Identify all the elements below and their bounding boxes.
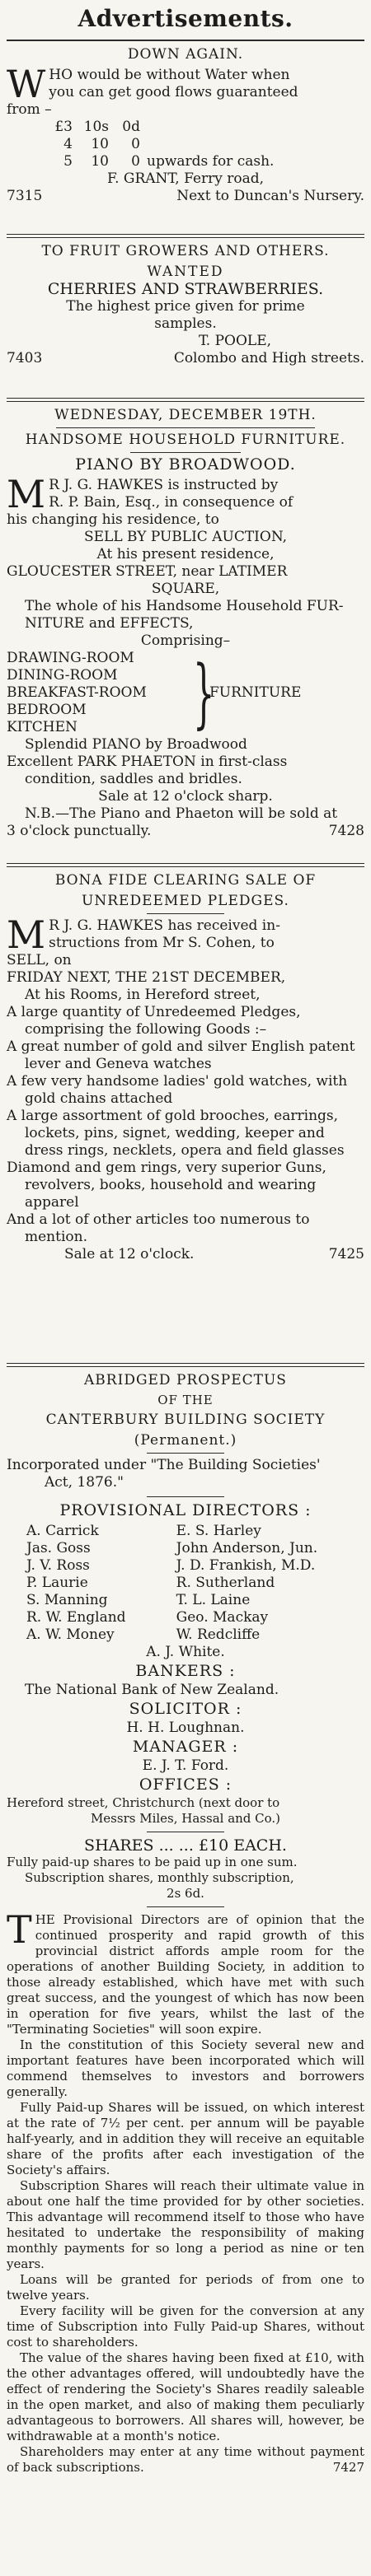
section-title: MANAGER : [132, 1738, 239, 1756]
price-list [7, 119, 364, 170]
divider [7, 40, 364, 41]
text-line: Excellent PARK PHAETON in first-class [7, 754, 288, 770]
director-name: E. S. Harley [176, 1523, 261, 1539]
lot-item: And a lot of other articles too numerous to mention. [7, 1211, 310, 1245]
text-line: The whole of his Handsome Household FUR- [25, 598, 344, 614]
wanted-label: WANTED [147, 264, 224, 280]
divider [147, 1496, 224, 1497]
paragraph: Every facility will be given for the conversion at any time of Subscription into Fully Paid-up Shares, without cost to shareholders. [7, 2303, 364, 2350]
ad-reference: 7427 [332, 2460, 364, 2475]
text-line: samples. [154, 315, 217, 332]
masthead-title: Advertisements. [77, 5, 294, 32]
director-name: A. W. Money [26, 1626, 115, 1643]
ad-down-again [7, 46, 364, 229]
director-name: J. D. Frankish, M.D. [176, 1557, 316, 1574]
director-name: T. L. Laine [176, 1592, 251, 1608]
room-item: BREAKFAST-ROOM [7, 684, 147, 701]
ad-fruit-growers [7, 243, 364, 393]
divider [147, 1906, 224, 1907]
sale-time: Sale at 12 o'clock sharp. [98, 788, 273, 805]
director-name: J. V. Ross [26, 1557, 90, 1574]
sale-time: Sale at 12 o'clock. [64, 1246, 195, 1262]
text-line: HO would be without Water when [49, 67, 290, 83]
divider [147, 1453, 224, 1454]
ad-unredeemed-pledges [7, 872, 364, 1358]
director-name: S. Manning [26, 1592, 108, 1608]
text-line: Act, 1876." [45, 1474, 124, 1491]
sale-date: WEDNESDAY, DECEMBER 19TH. [54, 407, 317, 423]
price-row: 5 10 0 upwards for cash. [63, 153, 275, 170]
price-row: £3 10s 0d [54, 119, 140, 135]
text-line: you can get good flows guaranteed [49, 84, 298, 100]
prospectus-title: ABRIDGED PROSPECTUS [84, 1372, 287, 1388]
price-row: 4 10 0 [63, 136, 140, 152]
director-name: A. Carrick [26, 1523, 99, 1539]
lot-item: A large quantity of Unredeemed Pledges, comprising the following Goods :– [7, 1004, 301, 1038]
lot-item: A large assortment of gold brooches, earrings, lockets, pins, signet, wedding, keeper and dress rings, necklets, opera and field glasses [7, 1108, 345, 1159]
ad-reference: 7428 [328, 823, 364, 839]
lot-item: Diamond and gem rings, very superior Guns, revolvers, books, household and wearing apparel [7, 1160, 326, 1211]
text-line: Incorporated under "The Building Societies' [7, 1457, 321, 1473]
solicitor-name: H. H. Loughnan. [126, 1720, 245, 1736]
text-line: Comprising– [140, 632, 231, 649]
ad-subheading: PIANO BY BROADWOOD. [75, 455, 296, 474]
advertiser-name: F. GRANT, Ferry road, [106, 170, 265, 187]
text-line: R. P. Bain, Esq., in consequence of [49, 494, 294, 511]
auction-line: SELL BY PUBLIC AUCTION, [83, 529, 288, 545]
advertiser-address: Next to Duncan's Nursery. [176, 188, 364, 204]
director-name: John Anderson, Jun. [176, 1540, 318, 1556]
rooms-group [7, 650, 364, 736]
brace-icon: } [193, 648, 215, 737]
director-name: R. Sutherland [176, 1575, 275, 1591]
directors-list [7, 1523, 364, 1644]
text-line: NITURE and EFFECTS, [25, 615, 194, 632]
drop-cap: M [7, 912, 46, 957]
street-line: SQUARE, [151, 581, 220, 597]
paragraph: Shareholders may enter at any time without payment of back subscriptions. 7427 [7, 2444, 364, 2475]
director-name: R. W. England [26, 1609, 126, 1626]
ad-heading: BONA FIDE CLEARING SALE OF [54, 872, 317, 889]
ad-heading: DOWN AGAIN. [127, 46, 244, 63]
divider [7, 234, 364, 238]
text-line: Subscription shares, monthly subscription, [25, 1870, 294, 1885]
ad-reference: 7315 [7, 188, 43, 204]
ad-reference: 7425 [328, 1246, 364, 1262]
prospectus-of: OF THE [157, 1393, 214, 1407]
section-title: SOLICITOR : [129, 1700, 242, 1718]
divider [7, 1363, 364, 1367]
director-name: Geo. Mackay [176, 1609, 269, 1626]
office-address: Messrs Miles, Hassal and Co.) [90, 1811, 281, 1826]
advertiser-address: Colombo and High streets. [173, 350, 364, 366]
text-line: 2s 6d. [167, 1886, 204, 1901]
ad-heading: TO FRUIT GROWERS AND OTHERS. [41, 243, 330, 259]
street-line: GLOUCESTER STREET, near LATIMER [7, 563, 288, 580]
divider [147, 913, 224, 914]
drop-cap: W [7, 62, 46, 106]
drop-cap: T [7, 1907, 32, 1952]
text-line: Splendid PIANO by Broadwood [25, 736, 247, 753]
drop-cap: M [7, 472, 46, 516]
text-line: R J. G. HAWKES is instructed by [49, 477, 279, 493]
room-item: BEDROOM [7, 702, 87, 718]
text-line: At his Rooms, in Hereford street, [25, 987, 261, 1003]
room-item: KITCHEN [7, 719, 77, 735]
ad-heading: HANDSOME HOUSEHOLD FURNITURE. [25, 432, 346, 448]
divider [56, 427, 315, 428]
manager-name: E. J. T. Ford. [142, 1757, 229, 1774]
lot-item: A great number of gold and silver English patent lever and Geneva watches [7, 1038, 355, 1072]
paragraph: THE Provisional Directors are of opinion that the continued prosperity and rapid growth of this provincial district affords ample room for the operations of another Building Society, in addition to those already established, which have met with such great success, and the youngest of which has now been in operation for five years, whilst the last of the "Terminating Societies" will soon expire. [7, 1907, 364, 2037]
text-line: The highest price given for prime [66, 298, 305, 315]
society-type: (Permanent.) [134, 1432, 237, 1449]
text-line: N.B.—The Piano and Phaeton will be sold at [25, 805, 338, 822]
paragraph: Fully Paid-up Shares will be issued, on which interest at the rate of 7½ per cent. per annum will be payable half-yearly, and in addition they will receive an equitable share of the profits after each investigation of the Society's affairs. [7, 2100, 364, 2177]
director-name: P. Laurie [26, 1575, 88, 1591]
share-price: SHARES ... ... £10 EACH. [84, 1836, 287, 1855]
room-item: DRAWING-ROOM [7, 650, 134, 666]
advertiser-name: T. POOLE, [198, 333, 272, 349]
text-line: R J. G. HAWKES has received in- [49, 917, 280, 934]
director-name: Jas. Goss [26, 1540, 91, 1556]
society-name: CANTERBURY BUILDING SOCIETY [45, 1412, 326, 1428]
section-title: PROVISIONAL DIRECTORS : [59, 1501, 312, 1519]
text-line: his changing his residence, to [7, 511, 219, 528]
rooms-label: FURNITURE [209, 684, 302, 701]
text-line: 3 o'clock punctually. [7, 823, 152, 839]
text-line: SELL, on [7, 952, 72, 968]
divider [7, 398, 364, 402]
sale-date: FRIDAY NEXT, THE 21ST DECEMBER, [7, 969, 286, 986]
text-line: condition, saddles and bridles. [25, 771, 242, 787]
office-address: Hereford street, Christchurch (next door to [7, 1795, 280, 1810]
ad-building-society [7, 1372, 364, 2476]
divider [130, 452, 241, 453]
director-name: W. Redcliffe [176, 1626, 261, 1643]
section-title: OFFICES : [139, 1776, 232, 1794]
paragraph: Subscription Shares will reach their ultimate value in about one half the time provided for by other societies. This advantage will recommend itself to those who have hesitated to undertake the responsibility of making monthly payments for so long a period as nine or ten years. [7, 2178, 364, 2271]
paragraph: In the constitution of this Society several new and important features have been incorporated which will commend themselves to investors and borrowers generally. [7, 2037, 364, 2099]
director-name: A. J. White. [146, 1644, 225, 1660]
wanted-items: CHERRIES AND STRAWBERRIES. [47, 280, 324, 298]
text-line: At his present residence, [96, 546, 275, 562]
bank-name: The National Bank of New Zealand. [25, 1682, 279, 1698]
room-item: DINING-ROOM [7, 667, 118, 684]
paragraph: The value of the shares having been fixed at £10, with the other advantages offered, will undoubtedly have the effect of rendering the Society's Shares readily saleable in the open market, and also of making them peculiarly advantageous to borrowers. All shares will, however, be withdrawable at a month's notice. [7, 2350, 364, 2443]
lot-item: A few very handsome ladies' gold watches, with gold chains attached [7, 1073, 348, 1107]
section-title: BANKERS : [135, 1662, 236, 1680]
ad-household-furniture [7, 407, 364, 858]
divider [7, 863, 364, 867]
text-line: structions from Mr S. Cohen, to [49, 935, 275, 951]
text-line: Fully paid-up shares to be paid up in one sum. [7, 1855, 298, 1869]
paragraph: Loans will be granted for periods of from one to twelve years. [7, 2272, 364, 2303]
ad-heading: UNREDEEMED PLEDGES. [82, 893, 289, 909]
ad-reference: 7403 [7, 350, 43, 366]
text-line: from – [7, 101, 52, 118]
